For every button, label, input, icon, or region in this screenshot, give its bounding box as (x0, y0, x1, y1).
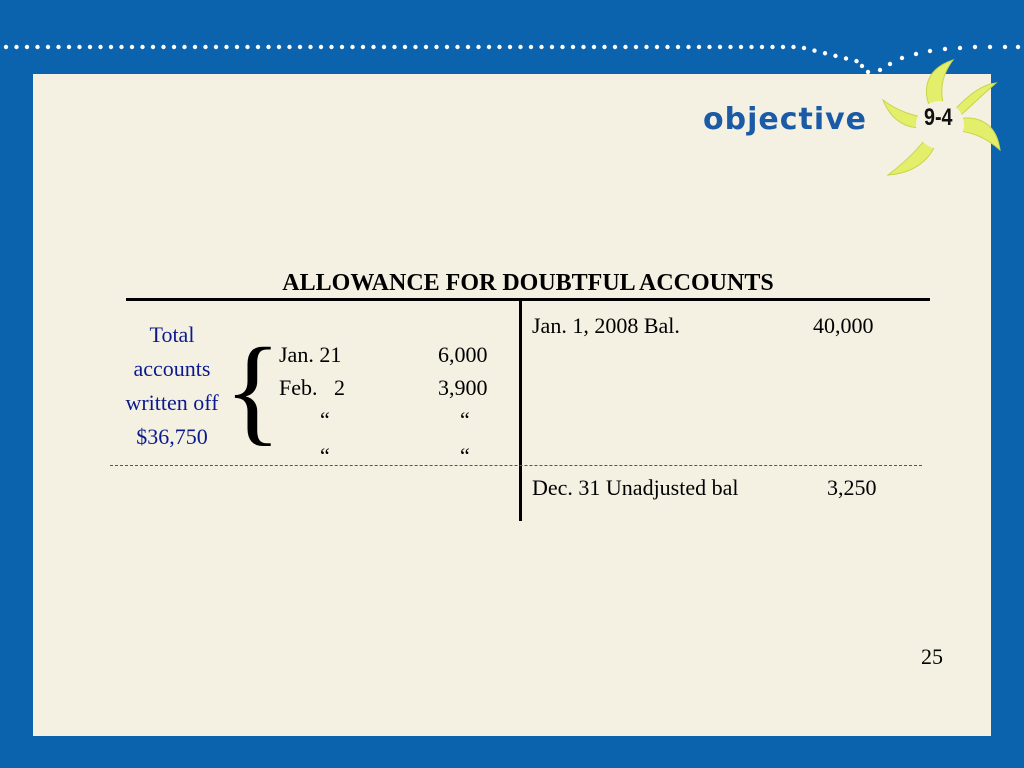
objective-label: objective (703, 102, 868, 137)
note-line: written off (125, 390, 219, 415)
debit-amount: 3,900 (438, 375, 488, 400)
debit-date: Jan. 21 (279, 342, 342, 367)
credit-description: Jan. 1, 2008 Bal. (532, 313, 680, 338)
debit-amount: 6,000 (438, 342, 488, 367)
account-title: ALLOWANCE FOR DOUBTFUL ACCOUNTS (282, 270, 774, 296)
balance-description: Dec. 31 Unadjusted bal (532, 475, 739, 500)
objective-number: 9-4 (924, 104, 953, 131)
debit-date: “ (320, 407, 330, 432)
write-off-note (108, 318, 236, 454)
t-account-top-rule (126, 298, 930, 301)
debit-date: “ (320, 443, 330, 468)
t-account-center-rule (519, 298, 522, 521)
note-line: Total (149, 322, 195, 347)
balance-amount: 3,250 (827, 475, 877, 500)
debit-date: Feb. 2 (279, 375, 345, 400)
debit-amount: “ (460, 443, 470, 468)
page-number: 25 (921, 644, 943, 669)
note-line: accounts (133, 356, 211, 381)
credit-amount: 40,000 (813, 313, 874, 338)
curly-brace: { (224, 323, 282, 456)
debit-amount: “ (460, 407, 470, 432)
dashed-rule (110, 465, 922, 466)
note-line: $36,750 (136, 424, 208, 449)
